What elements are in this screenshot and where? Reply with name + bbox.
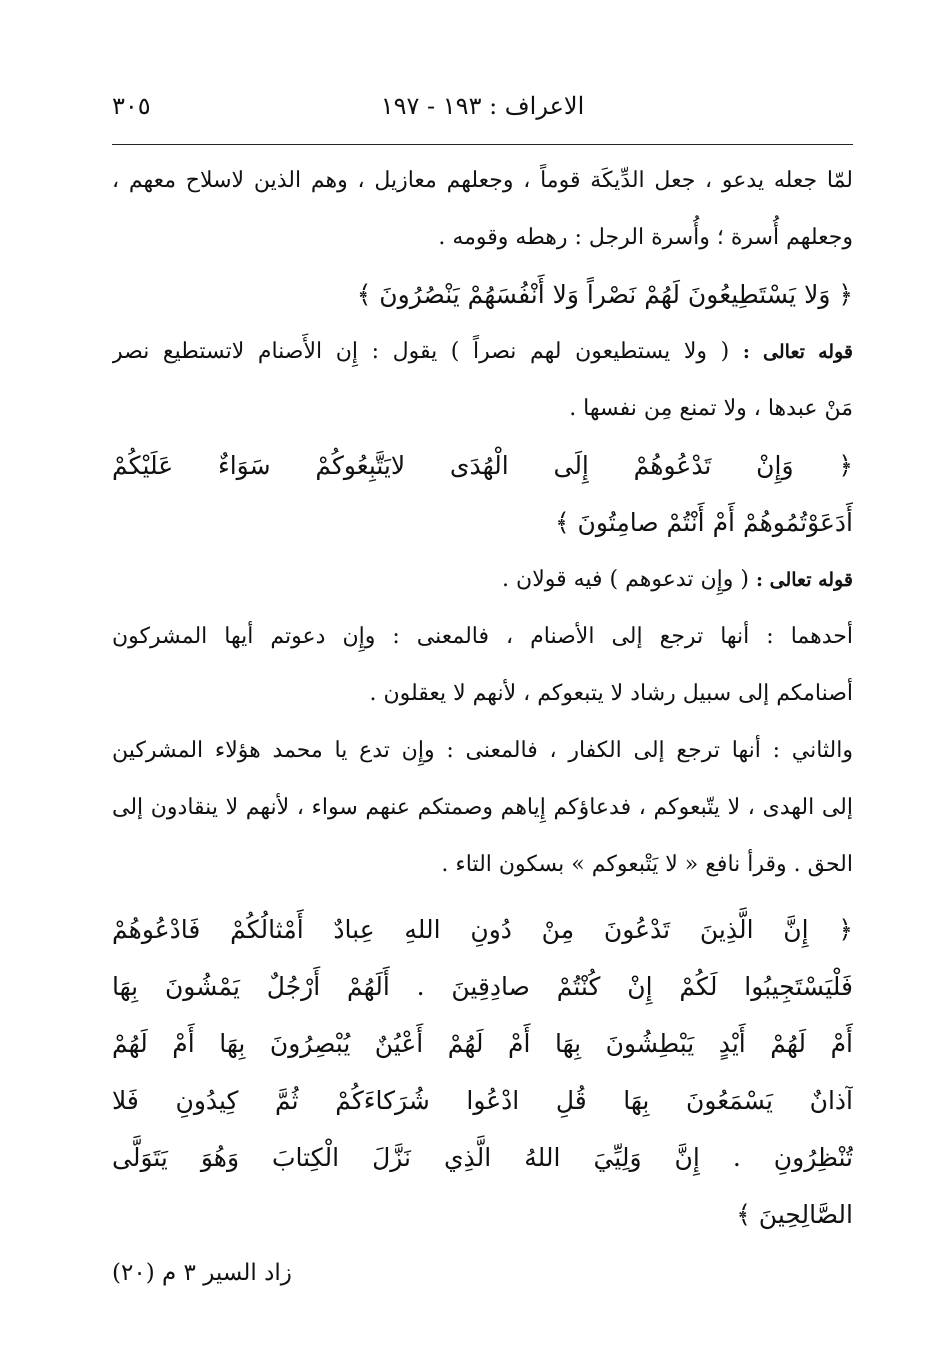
verse-line: أَمْ لَهُمْ أَيْدٍ يَبْطِشُونَ بِهَا أَمْ لَهُمْ أَعْيُنٌ يُبْصِرُونَ بِهَا أَمْ لَهُمْ: [112, 1029, 853, 1058]
text-line: الحق . وقرأ نافع « لا يَتْبعوكم » بسكون التاء .: [441, 852, 853, 877]
commentary-line: [112, 323, 853, 380]
verse-line: فَلْيَسْتَجِيبُوا لَكُمْ إِنْ كُنْتُمْ صادِقِينَ . أَلَهُمْ أَرْجُلٌ يَمْشُونَ بِهَا: [112, 972, 853, 1001]
text-line: مَنْ عبدها ، ولا تمنع مِن نفسها .: [569, 396, 853, 421]
header-divider: [112, 144, 853, 145]
page-header: [112, 92, 853, 132]
page-number: ٣٠٥: [112, 92, 151, 120]
text-line: وجعلهم أُسرة ؛ وأُسرة الرجل : رهطه وقومه .: [438, 225, 853, 250]
verse-line: ﴿ وَلا يَسْتَطِيعُونَ لَهُمْ نَصْراً وَلا أَنْفُسَهُمْ يَنْصُرُونَ ﴾: [356, 280, 853, 309]
verse-line: ﴿ وَإِنْ تَدْعُوهُمْ إِلَى الْهُدَى لايَتَّبِعُوكُمْ سَوَاءٌ عَلَيْكُمْ: [112, 451, 853, 480]
text-line: أصنامكم إلى سبيل رشاد لا يتبعوكم ، لأنهم لا يعقلون .: [369, 681, 853, 706]
verse-line: تُنْظِرُونِ . إِنَّ وَلِيِّيَ اللهُ الَّذِي نَزَّلَ الْكِتابَ وَهُوَ يَتَوَلَّى: [112, 1143, 853, 1172]
verse-line: ﴿ إِنَّ الَّذِينَ تَدْعُونَ مِنْ دُونِ اللهِ عِبادٌ أَمْثالُكُمْ فَادْعُوهُمْ: [112, 915, 853, 944]
commentary-label: قوله تعالى :: [742, 341, 853, 363]
commentary-text: ( ولا يستطيعون لهم نصراً ) يقول : إِن الأَصنام لاتستطيع نصر: [112, 339, 730, 364]
verse-line: أَدَعَوْتُمُوهُمْ أَمْ أَنْتُمْ صامِتُونَ ﴾: [554, 508, 853, 537]
commentary-label: قوله تعالى :: [756, 569, 853, 591]
page-body: [112, 152, 853, 1243]
commentary-text: ( وإِن تدعوهم ) فيه قولان .: [502, 567, 749, 592]
signature-mark: زاد السير ٣ م (٢٠): [112, 1260, 292, 1286]
text-line: لمّا جعله يدعو ، جعل الدِّيكَة قوماً ، وجعلهم معازيل ، وهم الذين لاسلاح معهم ،: [112, 168, 853, 193]
text-line: أحدهما : أنها ترجع إلى الأصنام ، فالمعنى : وإِن دعوتم أيها المشركون: [112, 624, 853, 649]
spacer: [112, 893, 853, 901]
verse-line: الصَّالِحِينَ ﴾: [736, 1200, 853, 1229]
verse-line: آذانٌ يَسْمَعُونَ بِهَا قُلِ ادْعُوا شُرَكاءَكُمْ ثُمَّ كِيدُونِ فَلا: [112, 1086, 853, 1115]
text-line: والثاني : أنها ترجع إلى الكفار ، فالمعنى : وإِن تدع يا محمد هؤلاء المشركين: [112, 738, 853, 763]
commentary-line: [112, 551, 853, 608]
text-line: إلى الهدى ، لا يتّبعوكم ، فدعاؤكم إِياهم وصمتكم عنهم سواء ، لأنهم لا ينقادون إلى: [112, 795, 853, 820]
surah-range-title: الاعراف : ١٩٣ - ١٩٧: [380, 92, 585, 120]
